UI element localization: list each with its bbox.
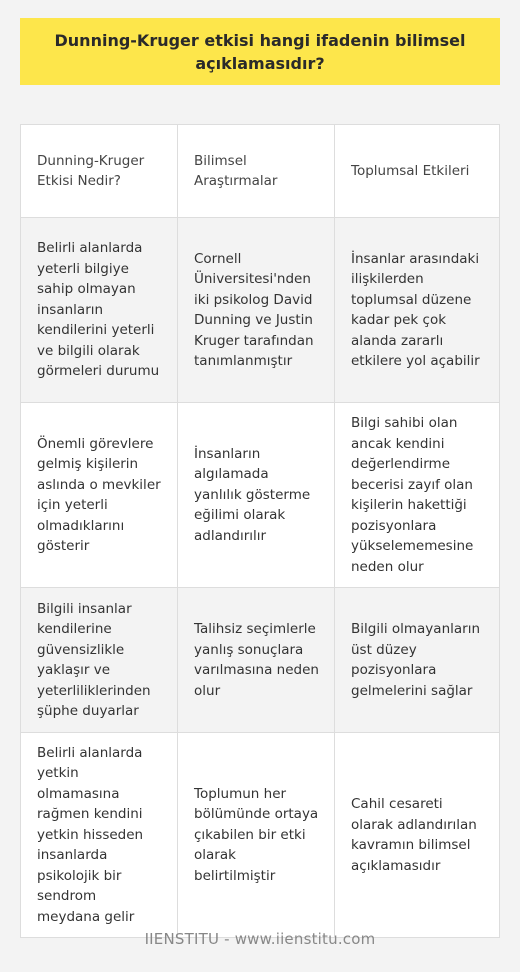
table-cell: Cahil cesareti olarak adlandırılan kavramın bilimsel açıklamasıdır: [351, 796, 477, 874]
table-cell: Toplumun her bölümünde ortaya çıkabilen bir etki olarak belirtilmiştir: [178, 733, 335, 937]
footer-credit: IIENSTITU - www.iienstitu.com: [144, 930, 376, 948]
table-cell: Talihsiz seçimlerle yanlış sonuçlara varılmasına neden olur: [178, 588, 335, 732]
column-header-definition: Dunning-Kruger Etkisi Nedir?: [21, 125, 178, 217]
table-cell: Bilgili olmayanların üst düzey pozisyonlara gelmelerini sağlar: [351, 621, 481, 699]
table-cell: Bilgi sahibi olan ancak kendini değerlendirme becerisi zayıf olan kişilerin hakettiği pozisyonlara yükselememesine neden olur: [351, 415, 474, 575]
title-banner: [20, 18, 500, 85]
table-row: [21, 403, 499, 588]
column-header-social-effects: Toplumsal Etkileri: [351, 162, 470, 179]
table-cell: İnsanlar arasındaki ilişkilerden toplumsal düzene kadar pek çok alanda zararlı etkilere yol açabilir: [351, 250, 480, 369]
table-row: [21, 733, 499, 937]
table-cell: Önemli görevlere gelmiş kişilerin aslında o mevkiler için yeterli olmadıklarını gösterir: [21, 403, 178, 587]
table-cell: Bilgili insanlar kendilerine güvensizlikle yaklaşır ve yeterliliklerinden şüphe duyarlar: [21, 588, 178, 732]
table-cell: İnsanların algılamada yanlılık gösterme eğilimi olarak adlandırılır: [178, 403, 335, 587]
comparison-table: [20, 124, 500, 938]
table-header-row: [21, 125, 499, 218]
table-row: [21, 588, 499, 733]
table-cell: Cornell Üniversitesi'nden iki psikolog David Dunning ve Justin Kruger tarafından tanımlanmıştır: [178, 218, 335, 402]
column-header-research: Bilimsel Araştırmalar: [178, 125, 335, 217]
table-cell: Belirli alanlarda yetkin olmamasına rağmen kendini yetkin hisseden insanlarda psikolojik bir sendrom meydana gelir: [21, 733, 178, 937]
table-cell: Belirli alanlarda yeterli bilgiye sahip olmayan insanların kendilerini yeterli ve bilgili olarak görmeleri durumu: [21, 218, 178, 402]
table-row: [21, 218, 499, 403]
page-title: Dunning-Kruger etkisi hangi ifadenin bilimsel açıklamasıdır?: [54, 30, 466, 73]
